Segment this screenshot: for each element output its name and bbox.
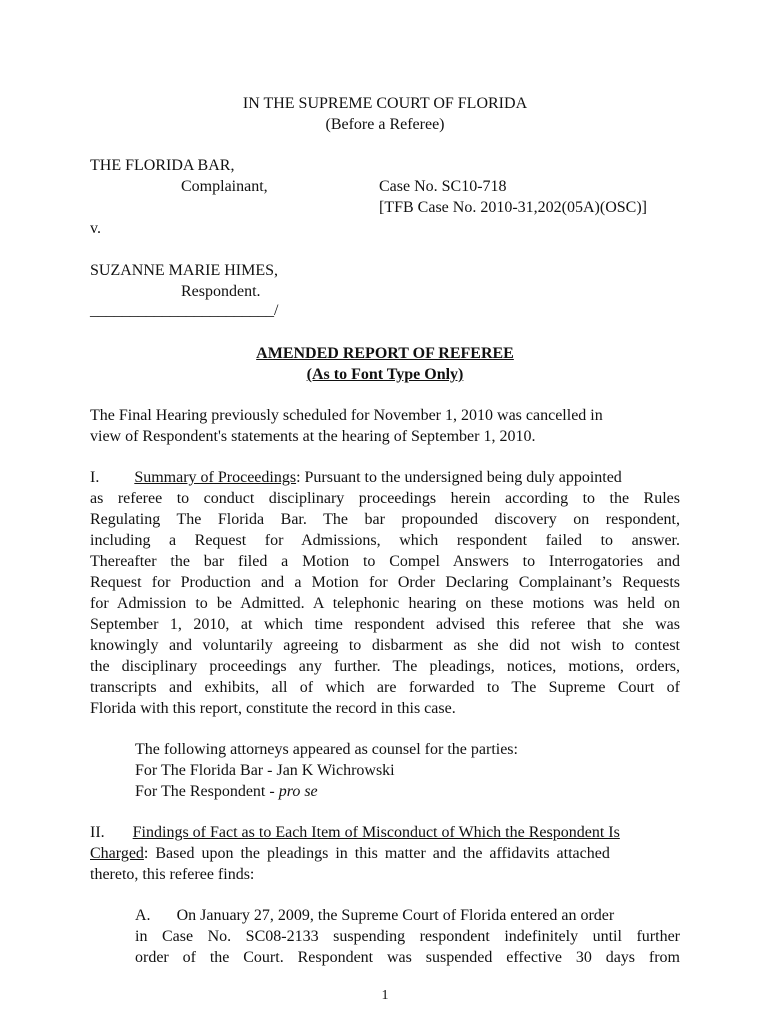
counsel-bar: For The Florida Bar - Jan K Wichrowski [135, 762, 395, 779]
section1-number: I. [90, 469, 100, 486]
intro-line: The Final Hearing previously scheduled for November 1, 2010 was cancelled in [90, 407, 603, 424]
section1-line: the disciplinary proceedings any further. The pleadings, notices, motions, orders, [90, 658, 680, 675]
tfb-case-number: [TFB Case No. 2010-31,202(05A)(OSC)] [379, 199, 647, 216]
page-number: 1 [381, 988, 389, 1003]
section2-line-rest: : Based upon the pleadings in this matter and the affidavits attached [143, 845, 610, 862]
section1-line: Thereafter the bar filed a Motion to Compel Answers to Interrogatories and [90, 553, 680, 570]
section2-heading-cont: Charged [90, 845, 144, 862]
complainant-role: Complainant, [181, 178, 268, 195]
section2-heading: Findings of Fact as to Each Item of Misconduct of Which the Respondent Is [132, 824, 620, 841]
document-title: AMENDED REPORT OF REFEREE [256, 345, 514, 362]
section2-number: II. [90, 824, 105, 841]
section1-heading-line [90, 469, 622, 487]
document-subtitle: (As to Font Type Only) [306, 366, 464, 383]
section1-line: Regulating The Florida Bar. The bar propounded discovery on respondent, [90, 511, 680, 528]
section2-last-line: thereto, this referee finds: [90, 866, 255, 883]
item-a-line: order of the Court. Respondent was suspended effective 30 days from [135, 949, 680, 966]
section1-last-line: Florida with this report, constitute the record in this case. [90, 700, 456, 717]
section2-second-line [90, 845, 680, 863]
section1-line: transcripts and exhibits, all of which are forwarded to The Supreme Court of [90, 679, 680, 696]
section1-line: for Admission to be Admitted. A telephonic hearing on these motions was held on [90, 595, 680, 612]
respondent-name: SUZANNE MARIE HIMES, [90, 262, 278, 279]
section1-line: including a Request for Admissions, which respondent failed to answer. [90, 532, 680, 549]
complainant-name: THE FLORIDA BAR, [90, 157, 235, 174]
item-a-label: A. [135, 907, 151, 924]
versus: v. [90, 220, 101, 237]
counsel-intro: The following attorneys appeared as counsel for the parties: [135, 741, 518, 758]
section1-heading: Summary of Proceedings [134, 469, 297, 486]
section1-line: knowingly and voluntarily agreeing to disbarment as she did not wish to contest [90, 637, 680, 654]
section1-line: as referee to conduct disciplinary proceedings herein according to the Rules [90, 490, 680, 507]
section2-heading-line [90, 824, 620, 842]
court-subtitle: (Before a Referee) [325, 116, 445, 133]
section1-line: Request for Production and a Motion for Order Declaring Complainant’s Requests [90, 574, 680, 591]
counsel-respondent-label: For The Respondent - [135, 783, 279, 800]
item-a-line: in Case No. SC08-2133 suspending respondent indefinitely until further [135, 928, 680, 945]
respondent-role: Respondent. [181, 283, 261, 300]
case-number: Case No. SC10-718 [379, 178, 507, 195]
section1-first-line: : Pursuant to the undersigned being duly appointed [296, 469, 622, 486]
caption-rule: _______________________/ [90, 302, 279, 319]
counsel-respondent-value: pro se [278, 783, 318, 800]
item-a-text: On January 27, 2009, the Supreme Court of Florida entered an order [176, 907, 615, 924]
section1-line: September 1, 2010, at which time respondent advised this referee that she was [90, 616, 680, 633]
intro-line: view of Respondent's statements at the hearing of September 1, 2010. [90, 428, 536, 445]
court-name: IN THE SUPREME COURT OF FLORIDA [242, 95, 528, 112]
counsel-respondent [135, 783, 318, 801]
item-a-line [135, 907, 614, 925]
